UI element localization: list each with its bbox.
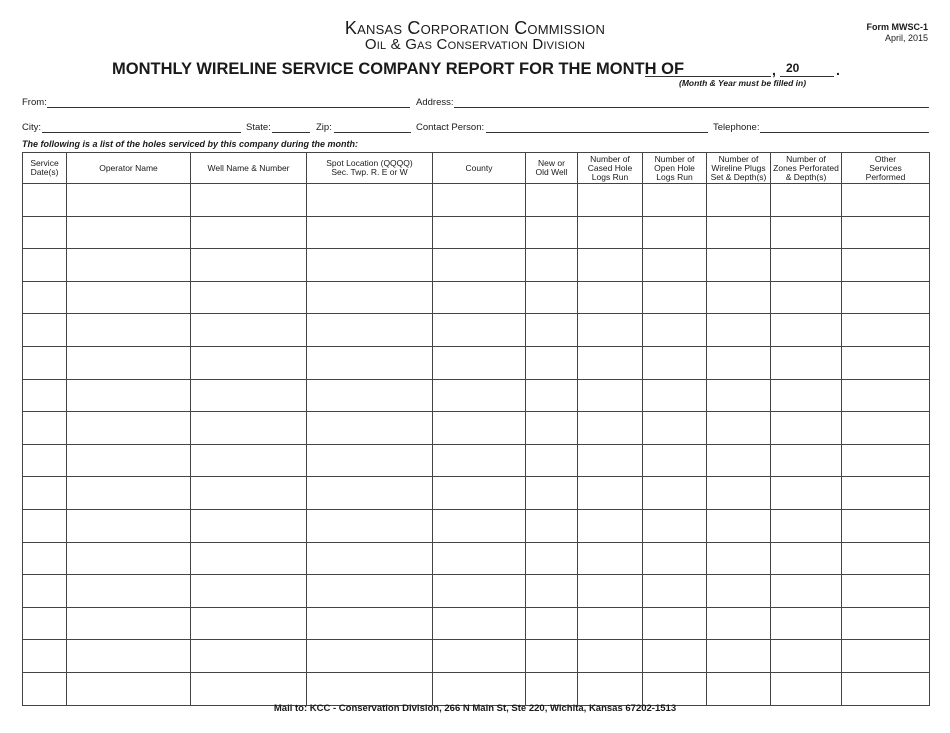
table-cell[interactable]: [307, 346, 433, 379]
table-cell[interactable]: [771, 640, 842, 673]
contact-person-field[interactable]: [486, 122, 708, 133]
col-spot-location: Spot Location (QQQQ) Sec. Twp. R. E or W: [307, 153, 433, 184]
telephone-field[interactable]: [760, 122, 929, 133]
instruction-text: The following is a list of the holes serviced by this company during the month:: [22, 139, 359, 149]
table-cell[interactable]: [67, 575, 191, 608]
table-cell[interactable]: [433, 314, 526, 347]
table-cell[interactable]: [643, 509, 707, 542]
table-cell[interactable]: [842, 184, 930, 217]
table-cell[interactable]: [771, 249, 842, 282]
table-cell[interactable]: [643, 542, 707, 575]
table-cell[interactable]: [578, 281, 643, 314]
table-cell[interactable]: [191, 412, 307, 445]
table-cell[interactable]: [67, 640, 191, 673]
city-label: City:: [22, 122, 41, 133]
table-cell[interactable]: [191, 346, 307, 379]
table-cell[interactable]: [67, 412, 191, 445]
table-cell[interactable]: [433, 575, 526, 608]
table-row: [23, 640, 930, 673]
table-header-row: [23, 153, 930, 184]
table-cell[interactable]: [578, 477, 643, 510]
table-cell[interactable]: [526, 477, 578, 510]
table-cell[interactable]: [643, 281, 707, 314]
table-body: [23, 184, 930, 706]
table-cell[interactable]: [578, 607, 643, 640]
table-cell[interactable]: [23, 444, 67, 477]
table-cell[interactable]: [67, 184, 191, 217]
form-date: April, 2015: [884, 33, 928, 43]
table-cell[interactable]: [307, 379, 433, 412]
table-row: [23, 249, 930, 282]
table-cell[interactable]: [771, 412, 842, 445]
contact-person-label: Contact Person:: [416, 122, 485, 133]
table-cell[interactable]: [842, 575, 930, 608]
table-cell[interactable]: [842, 509, 930, 542]
col-zones-perforated: Number of Zones Perforated & Depth(s): [771, 153, 842, 184]
city-field[interactable]: [42, 122, 241, 133]
table-cell[interactable]: [707, 672, 771, 705]
table-cell[interactable]: [842, 346, 930, 379]
table-cell[interactable]: [578, 216, 643, 249]
table-cell[interactable]: [842, 672, 930, 705]
table-cell[interactable]: [433, 477, 526, 510]
table-cell[interactable]: [433, 184, 526, 217]
table-cell[interactable]: [307, 672, 433, 705]
table-cell[interactable]: [707, 346, 771, 379]
col-cased-hole-logs: Number of Cased Hole Logs Run: [578, 153, 643, 184]
table-cell[interactable]: [307, 184, 433, 217]
table-cell[interactable]: [526, 575, 578, 608]
table-cell[interactable]: [23, 542, 67, 575]
zip-field[interactable]: [334, 122, 411, 133]
table-row: [23, 281, 930, 314]
table-cell[interactable]: [67, 444, 191, 477]
table-cell[interactable]: [578, 379, 643, 412]
table-cell[interactable]: [433, 509, 526, 542]
from-field[interactable]: [47, 97, 410, 108]
table-cell[interactable]: [23, 412, 67, 445]
table-cell[interactable]: [578, 672, 643, 705]
table-cell[interactable]: [771, 216, 842, 249]
table-cell[interactable]: [23, 607, 67, 640]
table-cell[interactable]: [191, 379, 307, 412]
table-cell[interactable]: [23, 184, 67, 217]
table-cell[interactable]: [23, 216, 67, 249]
table-cell[interactable]: [842, 216, 930, 249]
table-cell[interactable]: [191, 184, 307, 217]
table-cell[interactable]: [578, 249, 643, 282]
col-wireline-plugs: Number of Wireline Plugs Set & Depth(s): [707, 153, 771, 184]
table-cell[interactable]: [433, 640, 526, 673]
table-cell[interactable]: [307, 216, 433, 249]
table-cell[interactable]: [67, 477, 191, 510]
table-cell[interactable]: [307, 314, 433, 347]
table-row: [23, 216, 930, 249]
table-cell[interactable]: [433, 607, 526, 640]
col-county: County: [433, 153, 526, 184]
report-title: MONTHLY WIRELINE SERVICE COMPANY REPORT FOR THE MONTH OF: [112, 60, 685, 78]
table-cell[interactable]: [643, 346, 707, 379]
table-cell[interactable]: [771, 542, 842, 575]
table-cell[interactable]: [578, 314, 643, 347]
table-cell[interactable]: [842, 249, 930, 282]
table-cell[interactable]: [307, 444, 433, 477]
table-cell[interactable]: [23, 281, 67, 314]
state-label: State:: [246, 122, 271, 133]
table-cell[interactable]: [771, 477, 842, 510]
state-field[interactable]: [272, 122, 310, 133]
table-cell[interactable]: [23, 314, 67, 347]
table-cell[interactable]: [526, 607, 578, 640]
table-cell[interactable]: [842, 314, 930, 347]
from-label: From:: [22, 97, 47, 108]
table-cell[interactable]: [23, 672, 67, 705]
table-cell[interactable]: [643, 379, 707, 412]
table-cell[interactable]: [578, 184, 643, 217]
table-cell[interactable]: [526, 314, 578, 347]
table-row: [23, 314, 930, 347]
table-cell[interactable]: [707, 216, 771, 249]
table-cell[interactable]: [67, 379, 191, 412]
col-open-hole-logs: Number of Open Hole Logs Run: [643, 153, 707, 184]
table-cell[interactable]: [643, 444, 707, 477]
table-cell[interactable]: [771, 379, 842, 412]
table-cell[interactable]: [643, 314, 707, 347]
table-cell[interactable]: [771, 184, 842, 217]
table-cell[interactable]: [643, 184, 707, 217]
table-cell[interactable]: [707, 509, 771, 542]
division-name: Oil & Gas Conservation Division: [364, 36, 586, 53]
table-cell[interactable]: [707, 412, 771, 445]
table-cell[interactable]: [643, 672, 707, 705]
table-cell[interactable]: [23, 477, 67, 510]
table-cell[interactable]: [526, 346, 578, 379]
table-cell[interactable]: [67, 672, 191, 705]
table-row: [23, 607, 930, 640]
table-row: [23, 379, 930, 412]
table-cell[interactable]: [191, 607, 307, 640]
table-cell[interactable]: [771, 509, 842, 542]
table-cell[interactable]: [307, 542, 433, 575]
table-cell[interactable]: [707, 542, 771, 575]
table-cell[interactable]: [842, 607, 930, 640]
table-cell[interactable]: [67, 509, 191, 542]
table-cell[interactable]: [433, 346, 526, 379]
table-cell[interactable]: [771, 575, 842, 608]
table-cell[interactable]: [707, 314, 771, 347]
table-cell[interactable]: [578, 640, 643, 673]
month-field[interactable]: [645, 62, 771, 77]
month-note: (Month & Year must be filled in): [679, 78, 807, 88]
table-cell[interactable]: [707, 607, 771, 640]
mail-to-address: Mail to: KCC - Conservation Division, 266 N Main St, Ste 220, Wichita, Kansas 67202-1513: [273, 703, 677, 714]
agency-name: Kansas Corporation Commission: [344, 18, 606, 38]
table-cell[interactable]: [578, 346, 643, 379]
table-cell[interactable]: [191, 314, 307, 347]
table-cell[interactable]: [842, 640, 930, 673]
table-cell[interactable]: [578, 412, 643, 445]
table-cell[interactable]: [578, 575, 643, 608]
title-comma: ,: [772, 62, 776, 78]
table-cell[interactable]: [23, 249, 67, 282]
table-cell[interactable]: [526, 640, 578, 673]
table-cell[interactable]: [191, 249, 307, 282]
table-cell[interactable]: [526, 412, 578, 445]
table-cell[interactable]: [433, 281, 526, 314]
table-cell[interactable]: [191, 672, 307, 705]
table-cell[interactable]: [191, 575, 307, 608]
table-cell[interactable]: [526, 444, 578, 477]
table-cell[interactable]: [707, 184, 771, 217]
address-field[interactable]: [454, 97, 929, 108]
table-cell[interactable]: [191, 542, 307, 575]
table-cell[interactable]: [67, 249, 191, 282]
table-cell[interactable]: [191, 216, 307, 249]
table-cell[interactable]: [643, 575, 707, 608]
table-cell[interactable]: [307, 640, 433, 673]
table-cell[interactable]: [771, 346, 842, 379]
holes-serviced-table: [22, 152, 930, 706]
table-cell[interactable]: [433, 216, 526, 249]
table-cell[interactable]: [307, 575, 433, 608]
table-cell[interactable]: [707, 444, 771, 477]
table-cell[interactable]: [643, 477, 707, 510]
address-label: Address:: [416, 97, 454, 108]
table-cell[interactable]: [771, 672, 842, 705]
table-cell[interactable]: [67, 314, 191, 347]
table-row: [23, 575, 930, 608]
table-row: [23, 477, 930, 510]
table-cell[interactable]: [526, 672, 578, 705]
col-operator-name: Operator Name: [67, 153, 191, 184]
year-prefix: 20: [786, 61, 800, 75]
table-row: [23, 444, 930, 477]
table-cell[interactable]: [23, 640, 67, 673]
table-cell[interactable]: [643, 640, 707, 673]
table-cell[interactable]: [771, 281, 842, 314]
table-cell[interactable]: [842, 281, 930, 314]
table-cell[interactable]: [643, 216, 707, 249]
table-cell[interactable]: [526, 249, 578, 282]
table-cell[interactable]: [771, 607, 842, 640]
table-cell[interactable]: [842, 444, 930, 477]
table-cell[interactable]: [433, 412, 526, 445]
col-service-dates: Service Date(s): [23, 153, 67, 184]
table-row: [23, 184, 930, 217]
table-cell[interactable]: [67, 216, 191, 249]
table-cell[interactable]: [307, 477, 433, 510]
table-row: [23, 509, 930, 542]
table-row: [23, 346, 930, 379]
table-cell[interactable]: [842, 542, 930, 575]
table-cell[interactable]: [707, 379, 771, 412]
zip-label: Zip:: [316, 122, 332, 133]
table-cell[interactable]: [433, 542, 526, 575]
table-cell[interactable]: [67, 542, 191, 575]
title-period: .: [836, 62, 840, 78]
table-cell[interactable]: [67, 607, 191, 640]
table-cell[interactable]: [771, 314, 842, 347]
table-cell[interactable]: [842, 477, 930, 510]
table-cell[interactable]: [191, 444, 307, 477]
table-cell[interactable]: [526, 184, 578, 217]
telephone-label: Telephone:: [713, 122, 760, 133]
table-cell[interactable]: [191, 509, 307, 542]
table-cell[interactable]: [707, 249, 771, 282]
table-cell[interactable]: [842, 379, 930, 412]
table-cell[interactable]: [707, 640, 771, 673]
table-cell[interactable]: [23, 346, 67, 379]
table-cell[interactable]: [67, 281, 191, 314]
table-cell[interactable]: [433, 672, 526, 705]
table-cell[interactable]: [526, 216, 578, 249]
col-new-or-old-well: New or Old Well: [526, 153, 578, 184]
table-cell[interactable]: [526, 281, 578, 314]
col-other-services: Other Services Performed: [842, 153, 930, 184]
table-cell[interactable]: [191, 477, 307, 510]
table-cell[interactable]: [433, 379, 526, 412]
table-cell[interactable]: [23, 575, 67, 608]
table-cell[interactable]: [433, 444, 526, 477]
table-cell[interactable]: [643, 607, 707, 640]
table-row: [23, 542, 930, 575]
table-cell[interactable]: [842, 412, 930, 445]
table-cell[interactable]: [771, 444, 842, 477]
table-cell[interactable]: [643, 249, 707, 282]
table-row: [23, 412, 930, 445]
table-cell[interactable]: [707, 575, 771, 608]
table-cell[interactable]: [578, 542, 643, 575]
table-cell[interactable]: [707, 281, 771, 314]
table-cell[interactable]: [307, 249, 433, 282]
col-well-name-number: Well Name & Number: [191, 153, 307, 184]
table-row: [23, 672, 930, 705]
table-cell[interactable]: [526, 542, 578, 575]
table-cell[interactable]: [433, 249, 526, 282]
table-cell[interactable]: [526, 379, 578, 412]
table-cell[interactable]: [307, 281, 433, 314]
table-cell[interactable]: [307, 412, 433, 445]
table-cell[interactable]: [67, 346, 191, 379]
table-cell[interactable]: [578, 509, 643, 542]
table-cell[interactable]: [191, 281, 307, 314]
table-cell[interactable]: [707, 477, 771, 510]
table-cell[interactable]: [23, 379, 67, 412]
table-cell[interactable]: [578, 444, 643, 477]
table-cell[interactable]: [307, 607, 433, 640]
table-cell[interactable]: [526, 509, 578, 542]
table-cell[interactable]: [307, 509, 433, 542]
table-cell[interactable]: [23, 509, 67, 542]
table-cell[interactable]: [191, 640, 307, 673]
table-cell[interactable]: [643, 412, 707, 445]
form-id: Form MWSC-1: [866, 22, 928, 32]
